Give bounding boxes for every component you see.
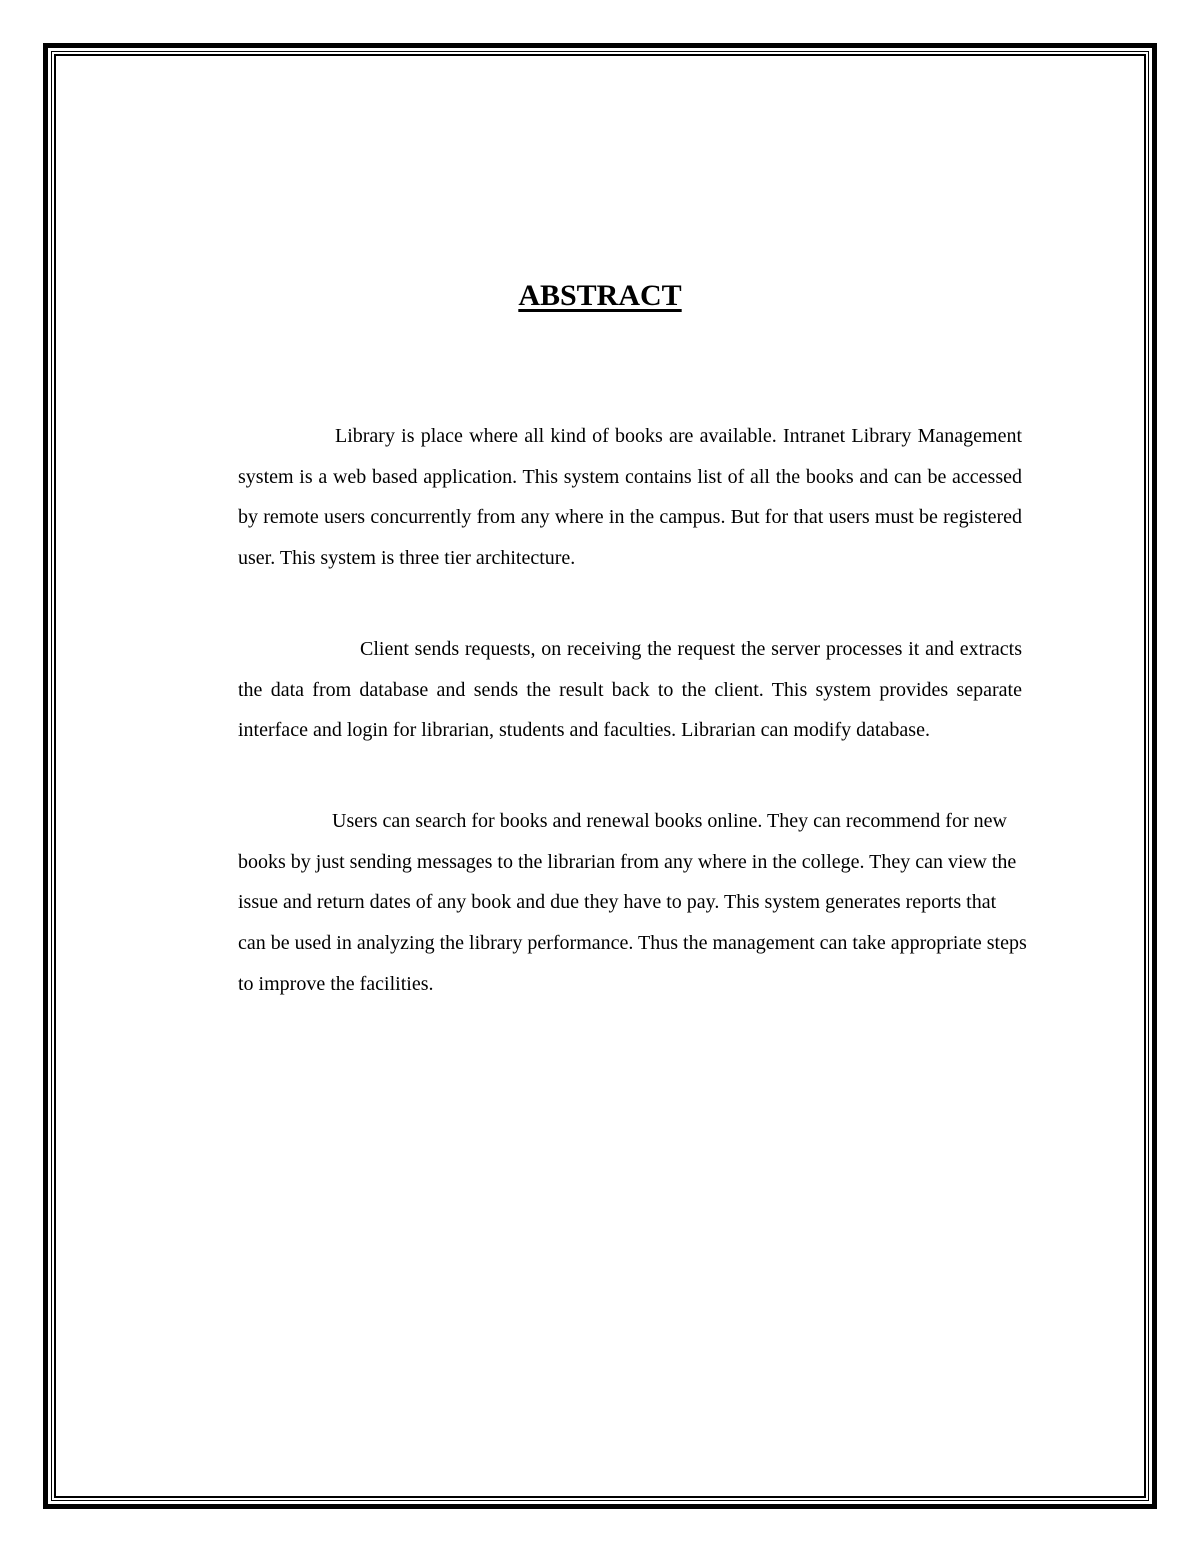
page-title: ABSTRACT (518, 279, 682, 312)
page-border-inner (54, 54, 1146, 1498)
abstract-paragraph-3: Users can search for books and renewal books online. They can recommend for new books by just sending messages to the librarian from any where in the college. They can view the issue and return dates of any book and due they have to pay. This system generates reports that can be used in analyzing the library performance. Thus the management can take appropriate steps to improve the facilities. (238, 810, 1027, 995)
abstract-paragraph-2: Client sends requests, on receiving the request the server processes it and extracts the data from database and sends the result back to the client. This system provides separate interface and login for librarian, students and faculties. Librarian can modify database. (238, 638, 1022, 742)
abstract-paragraph-1: Library is place where all kind of books are available. Intranet Library Management system is a web based application. This system contains list of all the books and can be accessed by remote users concurrently from any where in the campus. But for that users must be registered user. This system is three tier architecture. (238, 425, 1022, 570)
